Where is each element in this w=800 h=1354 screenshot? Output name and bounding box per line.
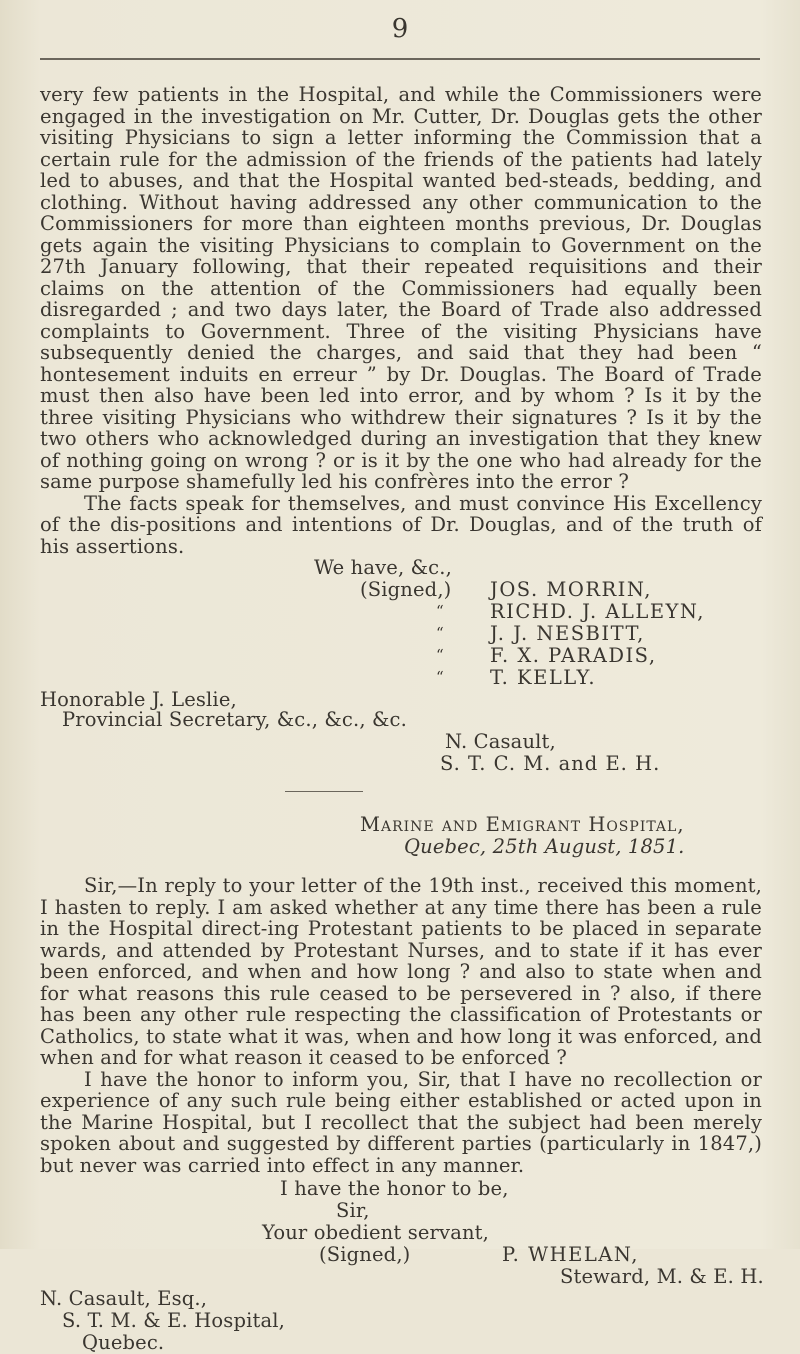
- letter2-signature-block: [40, 1176, 762, 1354]
- body-paragraph-1: very few patients in the Hospital, and while the Commissioners were engaged in the investigation on Mr. Cutter, Dr. Douglas gets the other visiting Physicians to sign a letter informing the Commission that a certain rule for the admission of the friends of the patients had lately led to abuses, and that the Hospital wanted bed-steads, bedding, and clothing. Without having addressed any other communication to the Commissioners for more than eighteen months previous, Dr. Douglas gets again the visiting Physicians to complain to Government on the 27th January following, that their repeated requisitions and their claims on the attention of the Commissioners had equally been disregarded ; and two days later, the Board of Trade also addressed complaints to Government. Three of the visiting Physicians have subsequently denied the charges, and said that they had been “ hontesement induits en erreur ” by Dr. Douglas. The Board of Trade must then also have been led into error, and by whom ? Is it by the three visiting Physicians who withdrew their signatures ? Is it by the two others who acknowledged during an investigation that they knew of nothing going on wrong ? or is it by the one who had already for the same purpose shamefully led his confrères into the error ?: [40, 83, 762, 493]
- signatory-1: JOS. MORRIN,: [490, 578, 652, 601]
- letter2-signed-label: (Signed,): [319, 1243, 411, 1266]
- signatory-4: F. X. PARADIS,: [490, 644, 657, 667]
- body-paragraph-2: The facts speak for themselves, and must convince His Excellency of the dis-positions and intentions of Dr. Douglas, and of the truth of his assertions.: [40, 491, 762, 558]
- letter1-addressee-name: Honorable J. Leslie,: [40, 688, 237, 711]
- ditto-mark-2: “: [436, 624, 444, 642]
- letter2-heading: Marine and Emigrant Hospital,: [360, 813, 685, 836]
- header-rule: [40, 58, 760, 60]
- signatory-5: T. KELLY.: [490, 666, 597, 689]
- letter2-signatory: P. WHELAN,: [502, 1243, 639, 1266]
- letter2-addressee-line2: S. T. M. & E. Hospital,: [62, 1309, 285, 1332]
- letter2-dateline: Quebec, 25th August, 1851.: [404, 834, 685, 858]
- section-divider: [285, 791, 363, 792]
- ditto-mark-3: “: [436, 646, 444, 664]
- letter1-signature-block: [40, 557, 762, 709]
- letter1-cc-title: S. T. C. M. and E. H.: [440, 752, 661, 775]
- ditto-mark-4: “: [436, 668, 444, 686]
- letter1-closing: We have, &c.,: [314, 556, 452, 579]
- letter2-closing-2: Sir,: [336, 1199, 370, 1222]
- letter2-closing-3: Your obedient servant,: [262, 1221, 490, 1244]
- page-number: 9: [391, 14, 409, 44]
- document-body: [40, 84, 762, 1354]
- signatory-2: RICHD. J. ALLEYN,: [490, 600, 705, 623]
- letter2-addressee-name: N. Casault, Esq.,: [40, 1287, 208, 1310]
- letter2-paragraph-1: Sir,—In reply to your letter of the 19th inst., received this moment, I hasten to reply. I am asked whether at any time there has been a rule in the Hospital direct-ing Protestant patients to be placed in separate wards, and attended by Protestant Nurses, and to state if it has ever been enforced, and when and how long ? and also to state when and for what reasons this rule ceased to be persevered in ? also, if there has been any other rule respecting the classification of Protestants or Catholics, to state what it was, when and how long it was enforced, and when and for what reason it ceased to be enforced ?: [40, 874, 762, 1069]
- signatory-3: J. J. NESBITT,: [490, 622, 645, 645]
- letter1-addressee-title: Provincial Secretary, &c., &c., &c.: [62, 708, 407, 731]
- letter2-signatory-title: Steward, M. & E. H.: [560, 1265, 764, 1288]
- letter1-signed-label: (Signed,): [360, 578, 452, 601]
- letter1-address-block: [40, 709, 762, 773]
- letter2-paragraph-2: I have the honor to inform you, Sir, that I have no recollection or experience of any such rule being either established or acted upon in the Marine Hospital, but I recollect that the subject had been merely spoken about and suggested by different parties (particularly in 1847,) but never was carried into effect in any manner.: [40, 1067, 762, 1177]
- letter1-cc-name: N. Casault,: [445, 730, 556, 753]
- letter2-addressee-line3: Quebec.: [82, 1331, 165, 1354]
- ditto-mark-1: “: [436, 602, 444, 620]
- letter2-closing-1: I have the honor to be,: [280, 1177, 509, 1200]
